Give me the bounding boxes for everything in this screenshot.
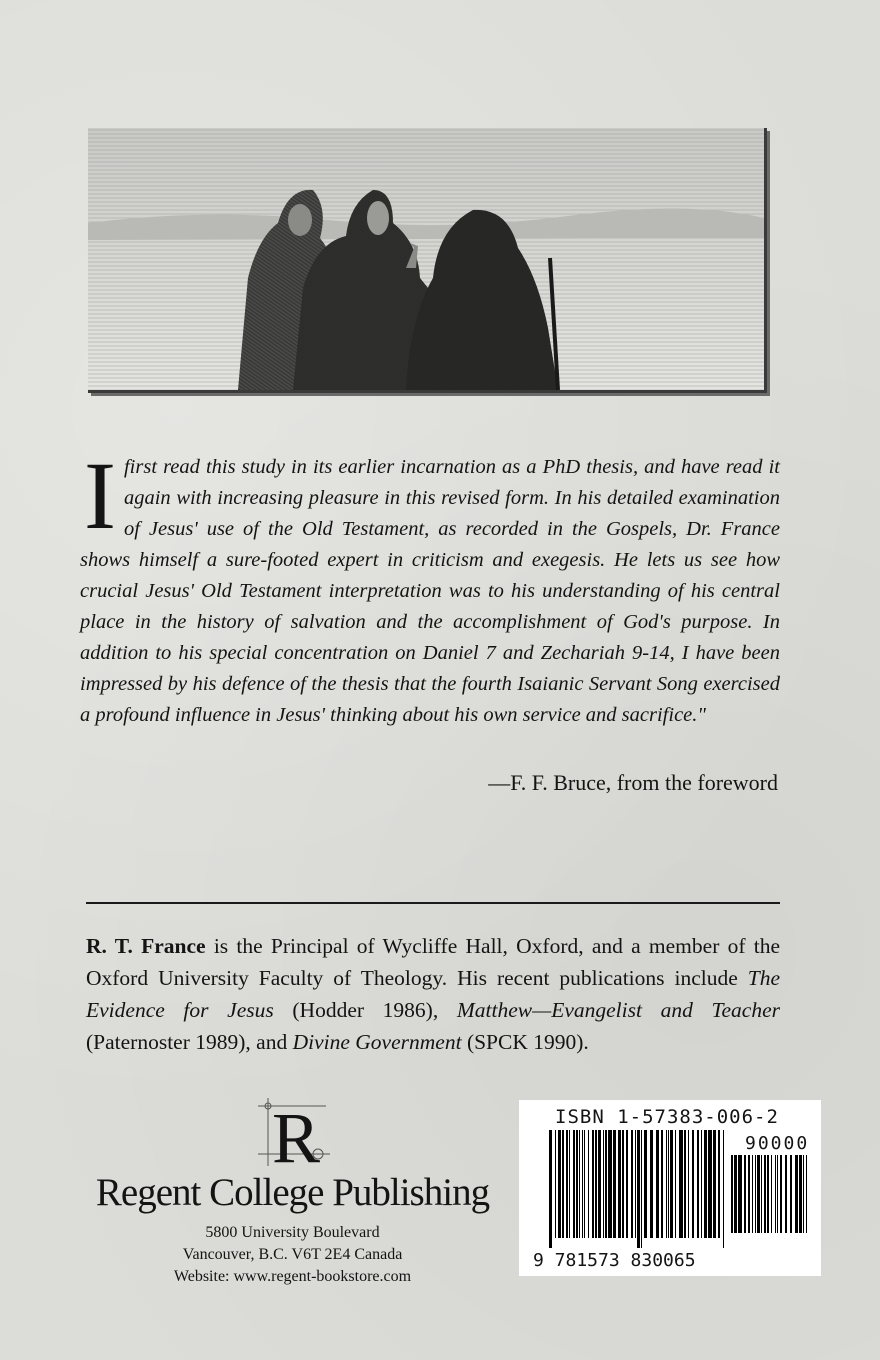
isbn-barcode xyxy=(519,1100,821,1276)
author-bio xyxy=(86,930,780,1058)
barcode-bar xyxy=(755,1155,756,1233)
publisher-address xyxy=(70,1222,515,1288)
barcode-bar xyxy=(566,1130,568,1238)
barcode-bar xyxy=(558,1130,561,1238)
barcode-bar xyxy=(795,1155,798,1233)
book-title-1: The Evidence for Jesus xyxy=(86,966,780,1022)
publisher-website: Website: www.regent-bookstore.com xyxy=(173,1268,412,1285)
book-title-3: Divine Government xyxy=(292,1030,462,1054)
barcode-bar xyxy=(744,1155,746,1233)
barcode-bar xyxy=(598,1130,601,1238)
barcode-bar xyxy=(757,1155,760,1233)
barcode-bar xyxy=(684,1130,686,1238)
barcode-bar xyxy=(697,1130,699,1238)
quote-text: first read this study in its earlier incarnation as a PhD thesis, and have read it again with increasing pleasure in this revised form. In his detailed examination of Jesus' use of the Old Testament, as recorded in the Gospels, Dr. France shows himself a sure-footed expert in criticism and exegesis. He lets us see how crucial Jesus' Old Testament interpretation was to his understanding of his central place in the history of salvation and the accomplishment of God's purpose. In addition to his special concentration on Daniel 7 and Zechariah 9-14, I have been impressed by his defence of the thesis that the fourth Isaianic Servant Song exercised a profound influence in Jesus' thinking about his own service and sacrifice." xyxy=(80,456,780,726)
barcode-bar xyxy=(775,1155,776,1233)
barcode-bar xyxy=(618,1130,621,1238)
barcode-bar xyxy=(650,1130,653,1238)
barcode-bar xyxy=(635,1130,636,1238)
bio-text-1: is the Principal of Wycliffe Hall, Oxford, and a member of the Oxford University Faculty of Theology. His recent publications include xyxy=(86,934,781,990)
barcode-bar xyxy=(701,1130,702,1238)
barcode-bar xyxy=(738,1155,742,1233)
barcode-bar xyxy=(764,1155,766,1233)
barcode-bar xyxy=(666,1130,667,1238)
barcode-bar xyxy=(771,1155,772,1233)
bio-text-2: (Hodder 1986), xyxy=(273,998,457,1022)
bio-text-4: (SPCK 1990). xyxy=(461,1030,589,1054)
barcode-bar xyxy=(761,1155,762,1233)
barcode-bar xyxy=(713,1130,716,1238)
barcode-bar xyxy=(704,1130,707,1238)
address-line-1: 5800 University Boulevard xyxy=(205,1224,380,1241)
barcode-bar xyxy=(631,1130,633,1238)
barcode-bar xyxy=(562,1130,564,1238)
three-figures-engraving-icon xyxy=(88,128,764,390)
barcode-bar xyxy=(718,1130,720,1238)
logo-letter: R xyxy=(271,1098,320,1170)
barcode-bar xyxy=(806,1155,807,1233)
publisher-name: Regent College Publishing xyxy=(95,1171,490,1214)
quote-attribution: —F. F. Bruce, from the foreword xyxy=(488,770,778,795)
barcode-bar xyxy=(670,1130,673,1238)
divider-rule xyxy=(86,902,780,904)
barcode-bar xyxy=(569,1130,570,1238)
barcode-bar xyxy=(579,1130,580,1238)
barcode-bar xyxy=(555,1130,556,1238)
publisher-block xyxy=(70,1090,515,1288)
barcode-bar xyxy=(723,1130,724,1248)
barcode-bar xyxy=(603,1130,604,1238)
barcode-bar xyxy=(675,1130,676,1238)
barcode-bar xyxy=(748,1155,750,1233)
barcode-bar xyxy=(708,1130,712,1238)
drop-cap: I xyxy=(84,442,116,549)
barcode-bar xyxy=(626,1130,628,1238)
barcode-bar xyxy=(644,1130,647,1238)
barcode-bar xyxy=(637,1130,640,1248)
isbn-number: ISBN 1-57383-006-2 xyxy=(555,1106,779,1128)
bio-text-3: (Paternoster 1989), and xyxy=(86,1030,293,1054)
price-code: 90000 xyxy=(745,1133,810,1154)
ean-bars xyxy=(549,1130,729,1248)
ean-digits: 9 781573 830065 xyxy=(533,1250,696,1271)
barcode-bar xyxy=(605,1130,607,1238)
barcode-bar xyxy=(803,1155,804,1233)
barcode-bar xyxy=(573,1130,575,1238)
barcode-bar xyxy=(549,1130,552,1248)
cover-engraving xyxy=(88,128,767,393)
barcode-bar xyxy=(622,1130,624,1238)
barcode-bar xyxy=(799,1155,802,1233)
foreword-quote xyxy=(80,442,780,731)
barcode-bar xyxy=(780,1155,782,1233)
barcode-bar xyxy=(679,1130,683,1238)
barcode-bar xyxy=(613,1130,616,1238)
barcode-bar xyxy=(656,1130,659,1238)
barcode-bar xyxy=(752,1155,753,1233)
barcode-bar xyxy=(641,1130,642,1248)
barcode-bar xyxy=(588,1130,589,1238)
barcode-bar xyxy=(777,1155,778,1233)
regent-logo-icon xyxy=(248,1090,338,1170)
barcode-bar xyxy=(790,1155,792,1233)
barcode-bar xyxy=(595,1130,597,1238)
barcode-bar xyxy=(785,1155,787,1233)
book-title-2: Matthew—Evangelist and Teacher xyxy=(456,998,780,1022)
barcode-bar xyxy=(584,1130,585,1238)
barcode-bar xyxy=(734,1155,737,1233)
barcode-bar xyxy=(661,1130,663,1238)
barcode-bar xyxy=(608,1130,612,1238)
barcode-bar xyxy=(668,1130,669,1238)
barcode-bar xyxy=(731,1155,733,1233)
barcode-bar xyxy=(592,1130,594,1238)
address-line-2: Vancouver, B.C. V6T 2E4 Canada xyxy=(182,1246,403,1263)
barcode-bar xyxy=(582,1130,583,1238)
barcode-bar xyxy=(692,1130,694,1238)
barcode-bar xyxy=(767,1155,769,1233)
author-name: R. T. France xyxy=(86,934,206,958)
barcode-bar xyxy=(576,1130,578,1238)
barcode-bar xyxy=(688,1130,689,1238)
price-addon-bars xyxy=(731,1155,811,1243)
